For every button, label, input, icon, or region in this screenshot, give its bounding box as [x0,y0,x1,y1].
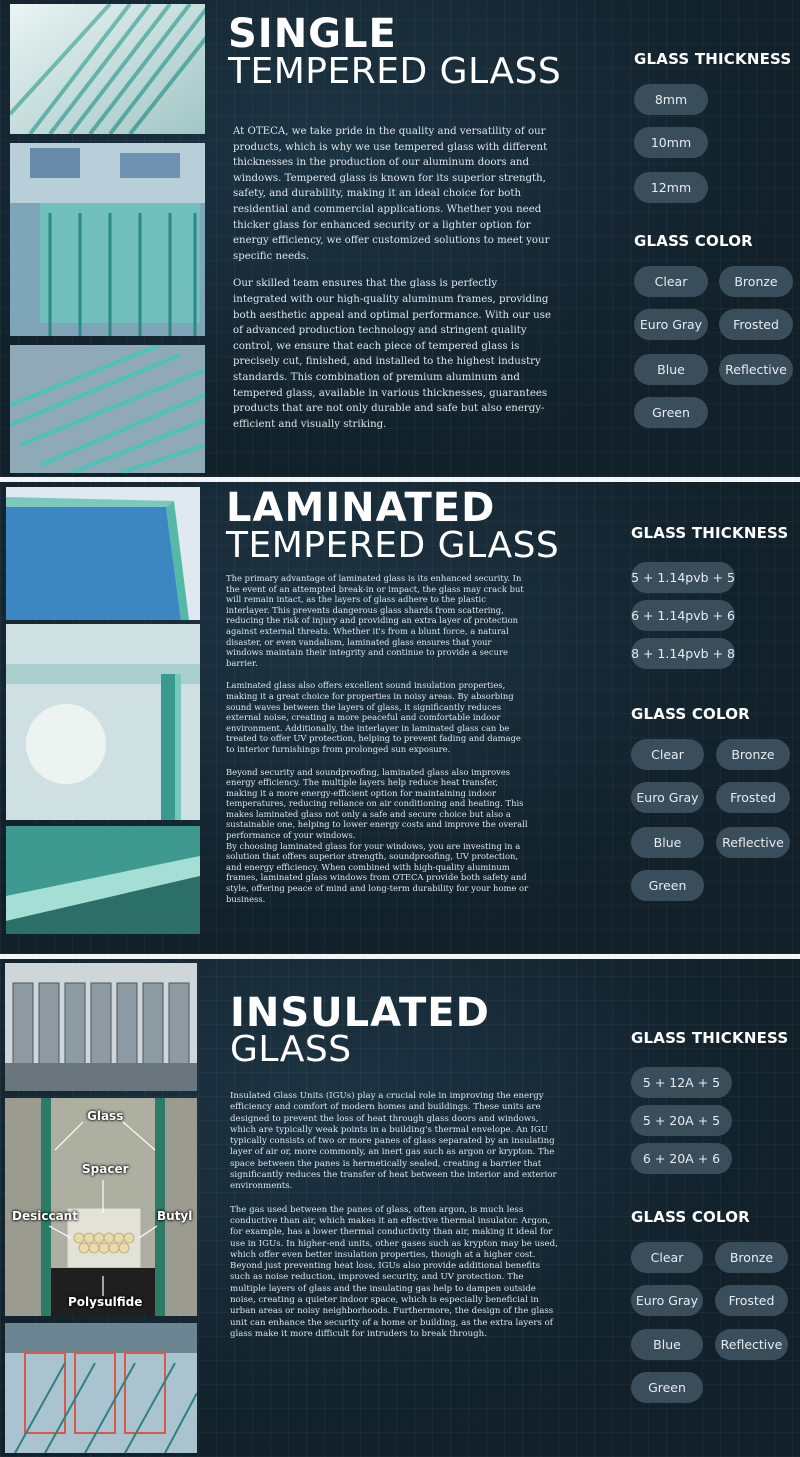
color-option-reflective[interactable]: Reflective [716,827,790,858]
diagram-label-spacer: Spacer [82,1162,129,1176]
glass-color-heading: GLASS COLOR [631,705,750,723]
glass-color-heading: GLASS COLOR [634,232,753,250]
section-title-bold: LAMINATED [226,485,496,531]
photo-aluminum-profiles [5,963,197,1091]
thickness-option[interactable]: 5 + 20A + 5 [631,1105,732,1136]
color-option-reflective[interactable]: Reflective [715,1329,788,1360]
photo-laminated-corner [6,487,200,620]
color-option-green[interactable]: Green [634,397,708,428]
body-paragraph: At OTECA, we take pride in the quality and versatility of our products, which is why we use tempered glass with different thicknesses in the production of our aluminum doors and windows. Tempered glass is known for its superior strength, safety, and durability, making it an ideal choice for both residential and commercial applications. Whether you need thicker glass for enhanced security or a lighter option for energy efficiency, we offer customized solutions to meet your specific needs. [233,126,550,262]
color-option-clear[interactable]: Clear [631,739,704,770]
color-option-euro-gray[interactable]: Euro Gray [634,309,708,340]
color-option-frosted[interactable]: Frosted [719,309,793,340]
section-body [230,1091,560,1352]
color-option-green[interactable]: Green [631,870,704,901]
section-insulated [0,959,800,1457]
glass-color-heading: GLASS COLOR [631,1208,750,1226]
section-title-light: GLASS [230,1029,352,1070]
photo-glass-warehouse [5,1323,197,1453]
photo-glass-factory [10,143,205,336]
color-option-clear[interactable]: Clear [631,1242,703,1273]
color-option-bronze[interactable]: Bronze [715,1242,788,1273]
glass-thickness-heading: GLASS THICKNESS [631,524,789,542]
glass-thickness-heading: GLASS THICKNESS [634,50,792,68]
photo-glass-edges [10,345,205,473]
section-body [233,124,551,444]
thickness-option[interactable]: 6 + 20A + 6 [631,1143,732,1174]
color-option-bronze[interactable]: Bronze [716,739,790,770]
section-single-tempered [0,0,800,477]
section-title-bold: SINGLE [228,11,397,57]
thickness-option[interactable]: 8mm [634,84,708,115]
color-option-euro-gray[interactable]: Euro Gray [631,1285,703,1316]
color-option-frosted[interactable]: Frosted [715,1285,788,1316]
body-paragraph: Insulated Glass Units (IGUs) play a crucial role in improving the energy efficiency and comfort of modern homes and buildings. These units are designed to prevent the loss of heat through glass doors and windows, which are typically weak points in a building's thermal envelope. An IGU typically consists of two or more panes of glass separated by an insulating layer of air or, more commonly, an inert gas such as argon or krypton. The space between the panes is hermetically sealed, creating a barrier that significantly reduces the transfer of heat between the interior and exterior environments. [230,1091,557,1192]
color-option-blue[interactable]: Blue [631,827,704,858]
photo-laminated-edge [6,826,200,934]
thickness-option[interactable]: 10mm [634,127,708,158]
thickness-option[interactable]: 8 + 1.14pvb + 8 [631,638,735,669]
color-option-green[interactable]: Green [631,1372,703,1403]
body-paragraph: The primary advantage of laminated glass is its enhanced security. In the event of an attempted break-in or impact, the glass may crack but will remain intact, as the layers of glass adhere to the plastic interlayer. This prevents dangerous glass shards from scattering, reducing the risk of injury and providing an extra layer of protection against external threats. Whether it's from a blunt force, a natural disaster, or even vandalism, laminated glass ensures that your windows maintain their integrity and continue to provide a secure barrier. [226,573,524,668]
thickness-option[interactable]: 6 + 1.14pvb + 6 [631,600,735,631]
diagram-label-butyl: Butyl [157,1209,193,1223]
photo-laminated-closeup [6,624,200,820]
body-paragraph: Our skilled team ensures that the glass is perfectly integrated with our high-quality aluminum frames, providing both aesthetic appeal and optimal performance. With our use of advanced production technology and stringent quality control, we ensure that each piece of tempered glass is precisely cut, finished, and installed to the highest industry standards. This combination of premium aluminum and tempered glass, available in various thicknesses, guarantees products that are not only durable and safe but also energy-efficient and visually striking. [233,278,551,430]
photo-igu-cross-section [5,1098,197,1316]
section-title-light: TEMPERED GLASS [226,525,560,566]
section-body [226,573,531,916]
diagram-label-glass: Glass [87,1109,124,1123]
color-option-blue[interactable]: Blue [631,1329,703,1360]
body-paragraph: By choosing laminated glass for your windows, you are investing in a solution that offers superior strength, soundproofing, UV protection, and energy efficiency. When combined with high-quality aluminum frames, laminated glass windows from OTECA provide both safety and style, offering peace of mind and long-term durability for your home or business. [226,840,529,904]
section-title-bold: INSULATED [230,990,490,1036]
thickness-option[interactable]: 5 + 1.14pvb + 5 [631,562,735,593]
color-option-reflective[interactable]: Reflective [719,354,793,385]
section-laminated-tempered [0,482,800,954]
glass-thickness-heading: GLASS THICKNESS [631,1029,789,1047]
body-paragraph: Beyond security and soundproofing, laminated glass also improves energy efficiency. The multiple layers help reduce heat transfer, making it a more energy-efficient option for maintaining indoor temperatures, reducing reliance on air conditioning and heating. This makes laminated glass not only a safe and secure choice but also a sustainable one, helping to lower energy costs and improve the overall performance of your windows. [226,766,528,841]
diagram-label-desiccant: Desiccant [12,1209,78,1223]
color-option-blue[interactable]: Blue [634,354,708,385]
thickness-option[interactable]: 5 + 12A + 5 [631,1067,732,1098]
color-option-bronze[interactable]: Bronze [719,266,793,297]
thickness-option[interactable]: 12mm [634,172,708,203]
body-paragraph: The gas used between the panes of glass, often argon, is much less conductive than air, which makes it an effective thermal insulator. Argon, for example, has a lower thermal conductivity than air, making it ideal for use in IGUs. In higher-end units, other gases such as krypton may be used, which offer even better insulation properties, though at a higher cost. Beyond just preventing heat loss, IGUs also provide additional benefits such as noise reduction, improved security, and UV protection. The multiple layers of glass and the insulating gas help to dampen outside noise, creating a quieter indoor space, which is especially beneficial in urban areas or noisy neighborhoods. Furthermore, the design of the glass unit can enhance the security of a home or building, as the extra layers of glass make it more difficult for intruders to break through. [230,1204,558,1339]
section-title-light: TEMPERED GLASS [228,51,562,92]
body-paragraph: Laminated glass also offers excellent sound insulation properties, making it a great choice for properties in noisy areas. By absorbing sound waves between the layers of glass, it significantly reduces external noise, creating a more peaceful and comfortable indoor environment. Additionally, the interlayer in laminated glass can be treated to offer UV protection, helping to prevent fading and damage to interior furnishings from prolonged sun exposure. [226,680,521,754]
color-option-euro-gray[interactable]: Euro Gray [631,782,704,813]
photo-glass-stack [10,4,205,134]
color-option-clear[interactable]: Clear [634,266,708,297]
color-option-frosted[interactable]: Frosted [716,782,790,813]
diagram-label-polysulfide: Polysulfide [68,1295,143,1309]
